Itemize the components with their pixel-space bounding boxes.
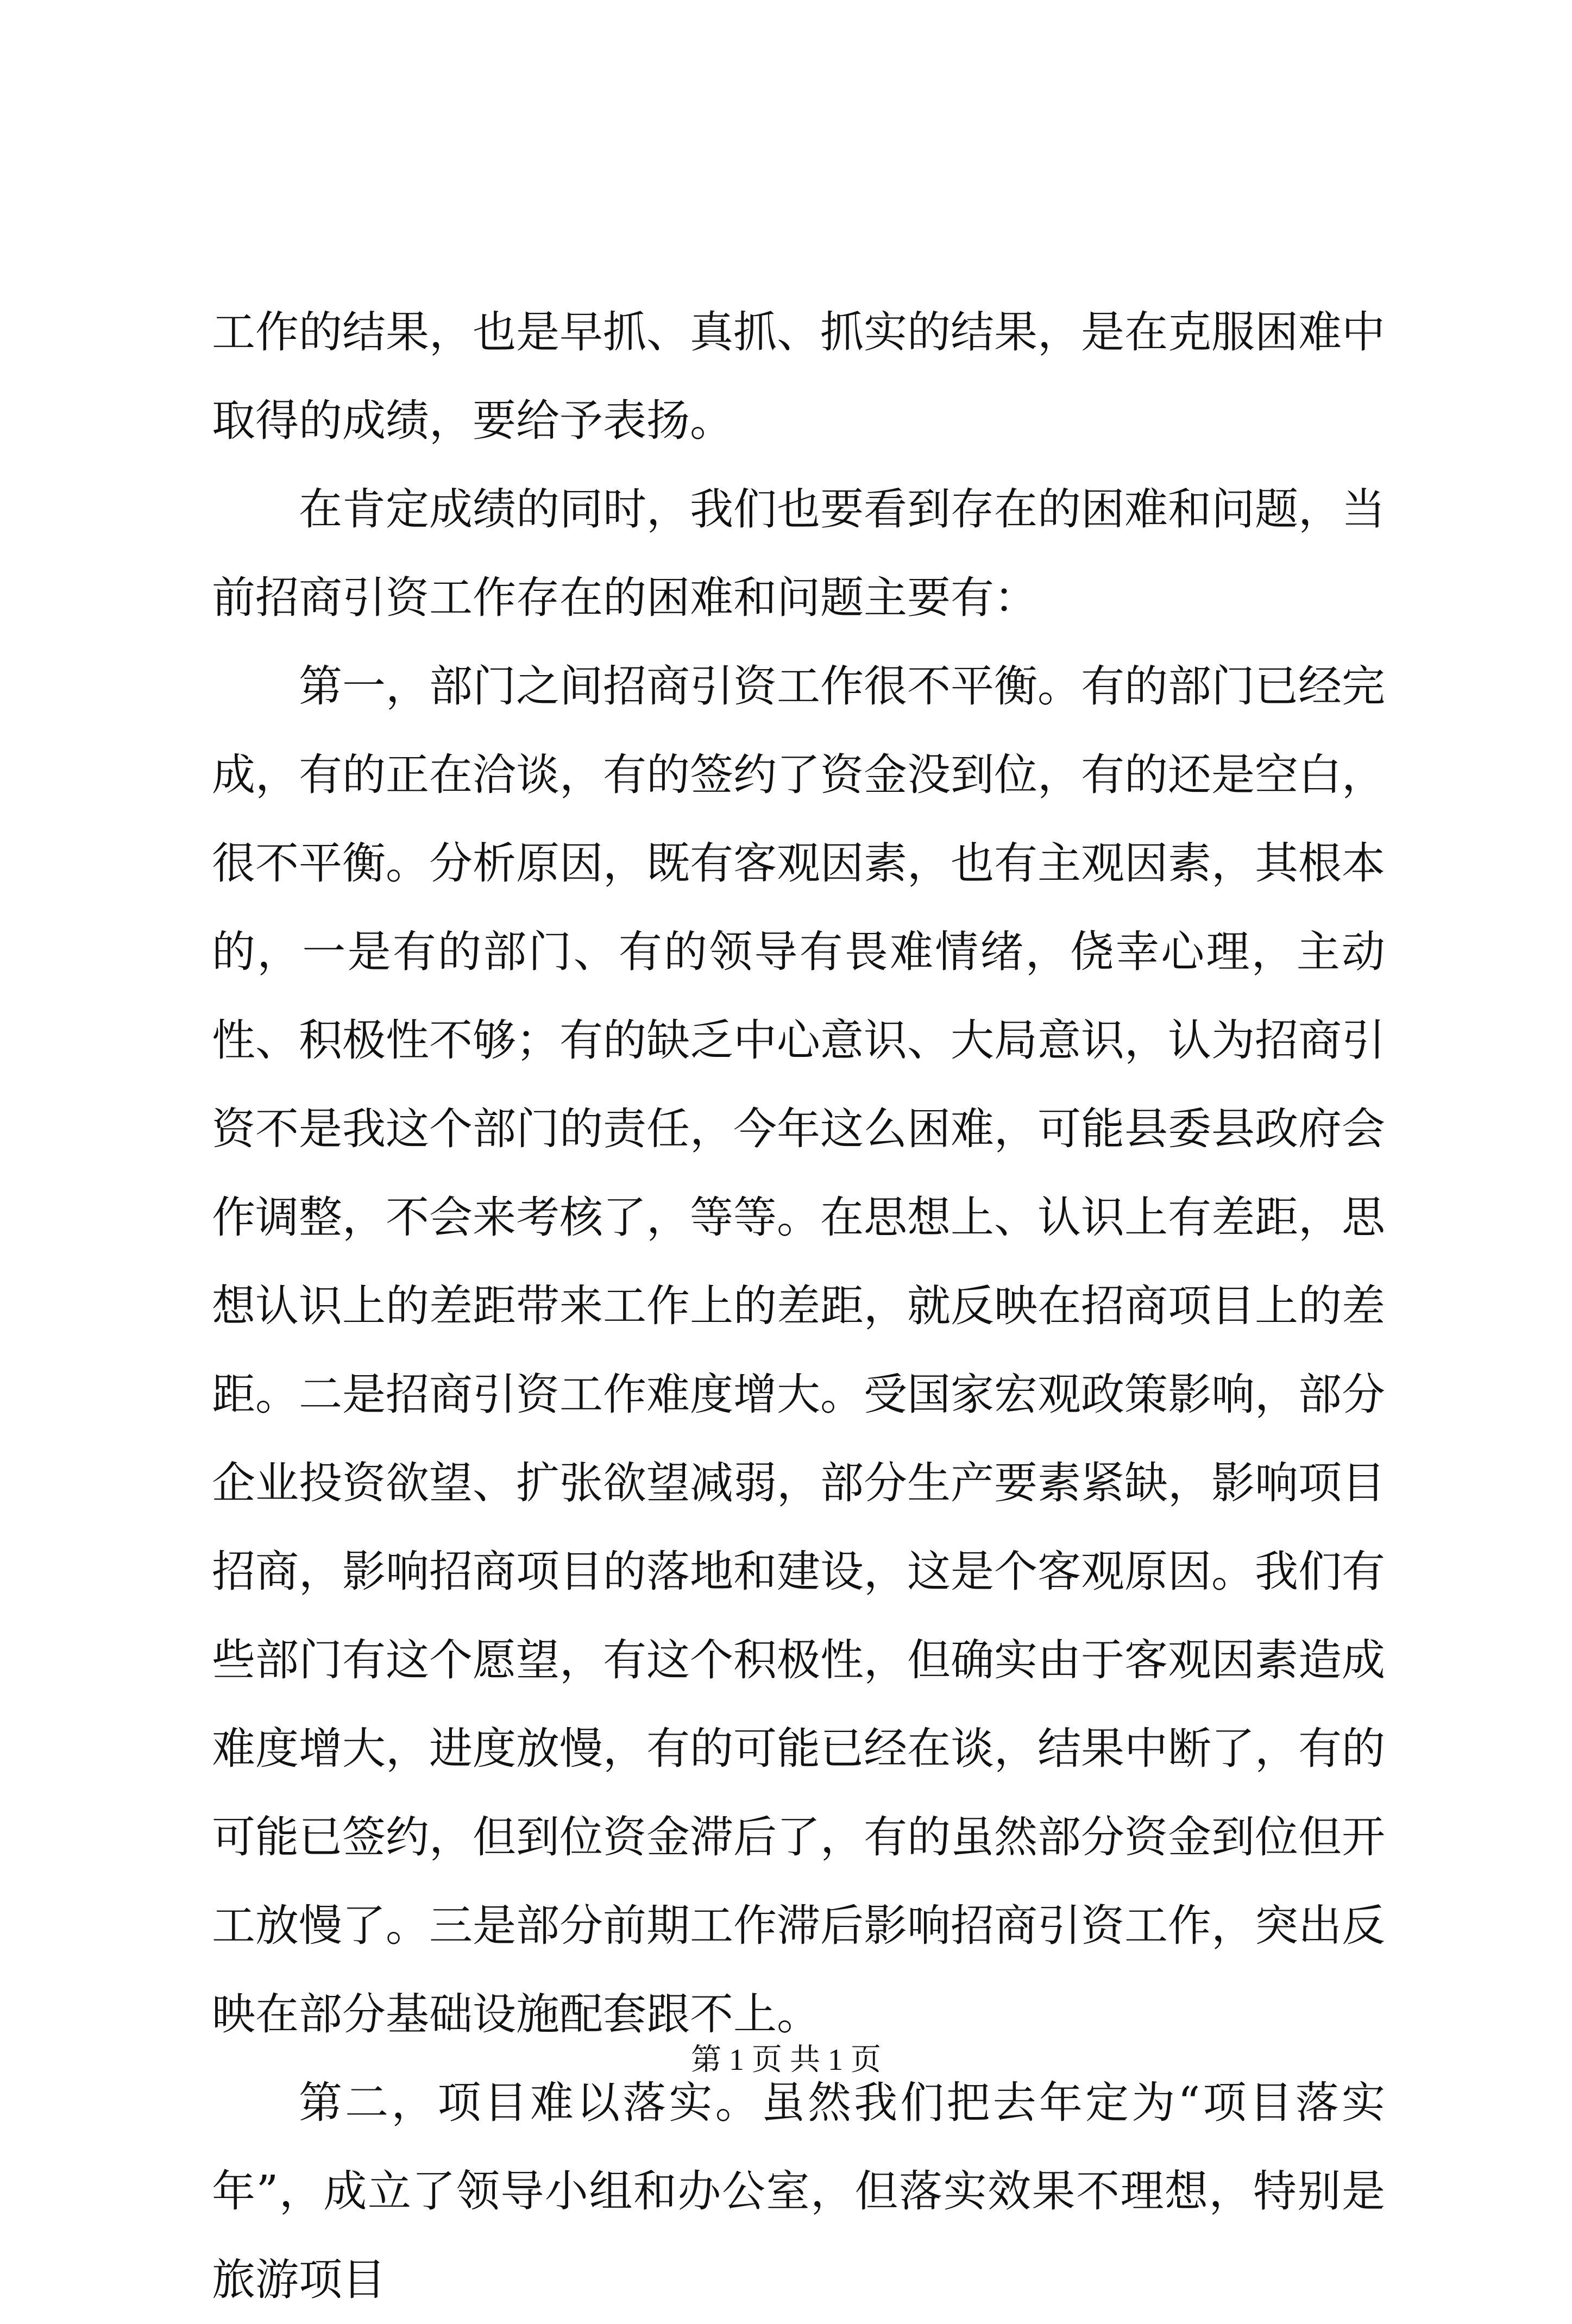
page-number-footer: 第 1 页 共 1 页 [691,2043,881,2077]
document-body [212,288,1385,2324]
paragraph-first-point: 第一，部门之间招商引资工作很不平衡。有的部门已经完成，有的正在洽谈，有的签约了资金没到位，有的还是空白，很不平衡。分析原因，既有客观因素，也有主观因素，其根本的，一是有的部门、有的领导有畏难情绪，侥幸心理，主动性、积极性不够；有的缺乏中心意识、大局意识，认为招商引资不是我这个部门的责任，今年这么困难，可能县委县政府会作调整，不会来考核了，等等。在思想上、认识上有差距，思想认识上的差距带来工作上的差距，就反映在招商项目上的差距。二是招商引资工作难度增大。受国家宏观政策影响，部分企业投资欲望、扩张欲望减弱，部分生产要素紧缺，影响项目招商，影响招商项目的落地和建设，这是个客观原因。我们有些部门有这个愿望，有这个积极性，但确实由于客观因素造成难度增大，进度放慢，有的可能已经在谈，结果中断了，有的可能已签约，但到位资金滞后了，有的虽然部分资金到位但开工放慢了。三是部分前期工作滞后影响招商引资工作，突出反映在部分基础设施配套跟不上。 [212,661,1385,2039]
paragraph-difficulties-intro: 在肯定成绩的同时，我们也要看到存在的困难和问题，当前招商引资工作存在的困难和问题主要有： [212,484,1385,623]
paragraph-continuation: 工作的结果，也是早抓、真抓、抓实的结果，是在克服困难中取得的成绩，要给予表扬。 [212,307,1385,446]
paragraph-second-point: 第二，项目难以落实。虽然我们把去年定为“项目落实年”，成立了领导小组和办公室，但落实效果不理想，特别是旅游项目 [212,2077,1385,2305]
